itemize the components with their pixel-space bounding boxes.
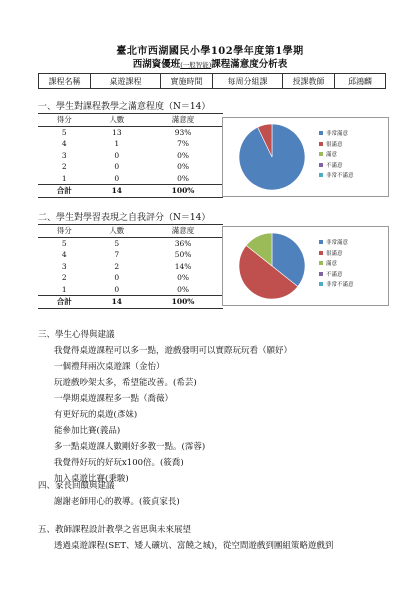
pct-cell: 0% [177, 173, 189, 183]
section1-heading: 一、學生對課程教學之滿意程度（N＝14） [38, 102, 211, 112]
legend-item [319, 269, 354, 280]
score-cell: 3 [61, 150, 67, 160]
feedback-line: 一學期桌遊課程多一點（喬薇） [54, 394, 174, 404]
table-row [38, 150, 223, 162]
total-pct: 100% [143, 296, 223, 309]
section4-lines [38, 494, 180, 510]
total-pct: 100% [143, 185, 223, 198]
teacher-reflection-line: 透過桌遊課程(SET、矮人礦坑、富饒之城)，從空間遊戲到團組策略遊戲到 [54, 541, 334, 551]
pct-cell: 0% [177, 273, 189, 283]
legend-item [319, 248, 354, 259]
legend-label: 滿意 [326, 152, 338, 159]
table-row [38, 126, 223, 138]
pie-chart-2 [222, 226, 389, 306]
feedback-line: 我覺得桌遊課程可以多一點，遊戲發明可以實際玩玩看（願妤） [54, 346, 293, 356]
pie-chart-1 [222, 117, 389, 197]
legend-swatch [319, 131, 323, 135]
course-name-value: 桌遊課程 [91, 74, 161, 89]
count-cell: 0 [114, 284, 120, 294]
pct-cell: 7% [177, 139, 189, 149]
total-label: 合計 [38, 296, 91, 309]
subtitle-class: 西湖資優班 [132, 59, 181, 70]
score-cell: 2 [61, 162, 67, 172]
legend-swatch [319, 240, 323, 244]
score-cell: 1 [61, 173, 67, 183]
section3 [38, 327, 292, 487]
score-cell: 4 [61, 139, 67, 149]
pct-cell: 93% [174, 127, 192, 137]
table-row [38, 272, 223, 284]
table-total-row [38, 296, 223, 309]
score-cell: 4 [61, 250, 67, 260]
pct-cell: 0% [177, 150, 189, 160]
count-cell: 7 [114, 250, 120, 260]
count-header: 人數 [91, 225, 144, 238]
total-count: 14 [91, 185, 144, 198]
legend-swatch [319, 272, 323, 276]
score-cell: 1 [61, 284, 67, 294]
legend-label: 不滿意 [326, 271, 343, 278]
score-cell: 5 [61, 127, 67, 137]
pct-header: 滿意度 [143, 114, 223, 127]
count-cell: 0 [114, 273, 120, 283]
table-row [38, 284, 223, 296]
subtitle-class-type: (一般智能) [180, 61, 212, 69]
legend-label: 滿意 [326, 261, 338, 268]
table-row [38, 261, 223, 273]
legend-swatch [319, 142, 323, 146]
legend-swatch [319, 152, 323, 156]
feedback-line: 玩遊戲吵架太多，希望能改善。(希芸) [54, 378, 197, 388]
pie-chart-1-svg [223, 118, 388, 196]
legend-item [319, 237, 354, 248]
teacher-value: 邱鴻麟 [335, 74, 386, 89]
count-cell: 2 [114, 261, 120, 271]
legend-item [319, 160, 354, 171]
legend-swatch [319, 173, 323, 177]
count-cell: 1 [114, 139, 120, 149]
feedback-line: 能參加比賽(義品) [54, 426, 121, 436]
legend-label: 不滿意 [326, 162, 343, 169]
table-row [38, 161, 223, 173]
teacher-label: 授課教師 [283, 74, 335, 89]
feedback-line: 一個禮拜兩次桌遊課（金怡） [54, 362, 165, 372]
score-cell: 3 [61, 261, 67, 271]
course-info-table [38, 73, 386, 89]
section4 [38, 478, 180, 510]
section4-heading: 四、家長回饋與建議 [38, 481, 115, 491]
score-header: 得分 [38, 225, 91, 238]
feedback-line: 多一點桌遊課人數剛好多教一點。(霈蓉) [54, 442, 206, 452]
pct-cell: 14% [174, 261, 192, 271]
document-subtitle [0, 56, 420, 70]
pct-header: 滿意度 [143, 225, 223, 238]
time-value: 每周分組課 [213, 74, 283, 89]
legend-label: 非常滿意 [326, 131, 349, 138]
legend-item [319, 279, 354, 290]
total-label: 合計 [38, 185, 91, 198]
section3-heading: 三、學生心得與建議 [38, 330, 115, 340]
pct-cell: 36% [174, 238, 192, 248]
legend-swatch [319, 282, 323, 286]
legend-item [319, 258, 354, 269]
table-row [38, 138, 223, 150]
parent-feedback-line: 謝謝老師用心的教導。(筱貞家長) [54, 497, 180, 507]
section1-table [38, 113, 223, 198]
legend-item [319, 139, 354, 150]
score-header: 得分 [38, 114, 91, 127]
legend-label: 非常滿意 [326, 240, 349, 247]
legend-item [319, 149, 354, 160]
subtitle-table-name: 課程滿意度分析表 [211, 59, 288, 70]
count-cell: 0 [114, 173, 120, 183]
table-total-row [38, 185, 223, 198]
legend-label: 非常不滿意 [326, 282, 354, 289]
score-cell: 5 [61, 238, 67, 248]
course-name-label: 課程名稱 [39, 74, 91, 89]
legend-label: 很滿意 [326, 141, 343, 148]
pie-chart-2-svg [223, 227, 388, 305]
legend-swatch [319, 251, 323, 255]
section3-lines [38, 343, 292, 487]
legend-label: 非常不滿意 [326, 173, 354, 180]
section5-lines [38, 538, 333, 554]
pct-cell: 0% [177, 162, 189, 172]
section5-heading: 五、教師課程設計教學之省思與未來展望 [38, 525, 192, 535]
count-cell: 0 [114, 150, 120, 160]
table-row [38, 237, 223, 249]
time-label: 實施時間 [161, 74, 213, 89]
total-count: 14 [91, 296, 144, 309]
count-cell: 13 [112, 127, 122, 137]
count-header: 人數 [91, 114, 144, 127]
document-title: 臺北市西湖國民小學102學年度第1學期 [116, 46, 304, 57]
section5 [38, 522, 333, 554]
pct-cell: 50% [174, 250, 192, 260]
legend-item [319, 128, 354, 139]
score-cell: 2 [61, 273, 67, 283]
legend-swatch [319, 261, 323, 265]
pie-chart-2-legend [319, 237, 354, 290]
legend-item [319, 170, 354, 181]
section2-heading: 二、學生對學習表現之自我評分（N＝14） [38, 213, 211, 223]
feedback-line: 我覺得好玩的好玩x100倍。(筱喬) [54, 458, 184, 468]
legend-swatch [319, 163, 323, 167]
table-row [38, 249, 223, 261]
pct-cell: 0% [177, 284, 189, 294]
feedback-line: 加入桌遊比賽(秉駿) [54, 474, 129, 484]
section2-table [38, 224, 223, 309]
count-cell: 0 [114, 162, 120, 172]
pie-chart-1-legend [319, 128, 354, 181]
legend-label: 很滿意 [326, 250, 343, 257]
count-cell: 5 [114, 238, 120, 248]
feedback-line: 有更好玩的桌遊(彥妹) [54, 410, 138, 420]
table-row [38, 173, 223, 185]
